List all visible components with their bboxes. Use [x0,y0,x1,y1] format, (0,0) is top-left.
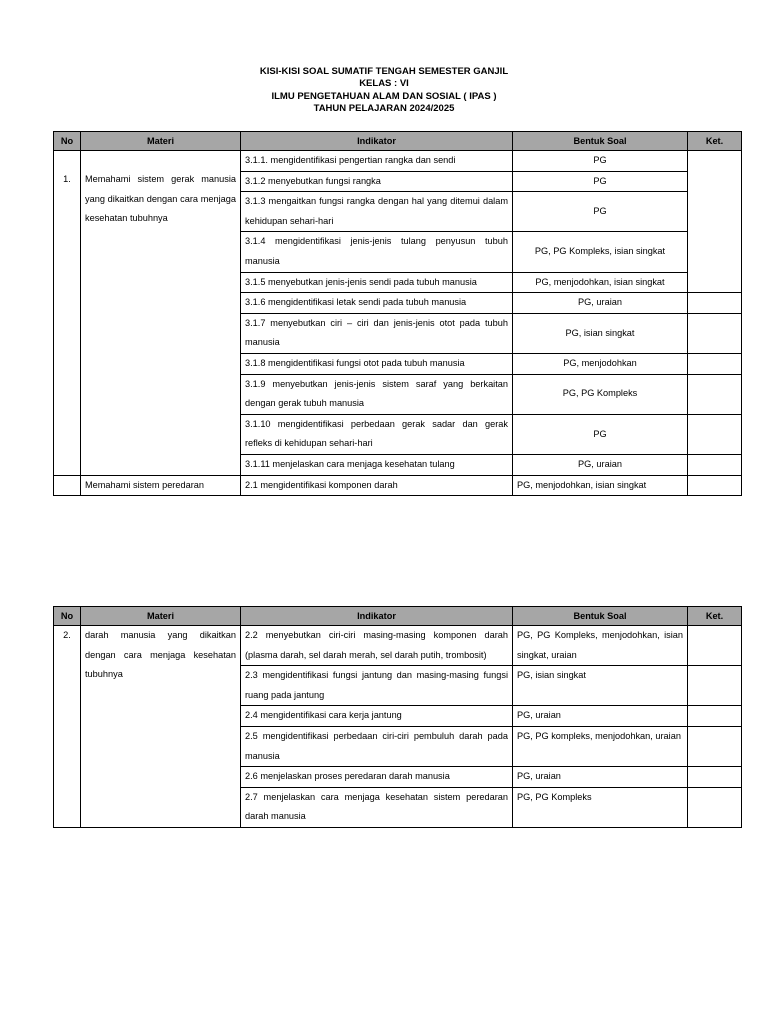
col-header-indikator: Indikator [241,132,513,151]
ket-cell [688,706,742,727]
indikator-cell: 3.1.9 menyebutkan jenis-jenis sistem saraf yang berkaitan dengan gerak tubuh manusia [241,374,513,414]
bentuk-soal-cell: PG, uraian [513,454,688,475]
ket-cell [688,626,742,666]
bentuk-soal-cell: PG, PG kompleks, menjodohkan, uraian [513,726,688,766]
bentuk-soal-cell: PG, isian singkat [513,666,688,706]
table-header-row [54,607,742,626]
col-header-bentuk-soal: Bentuk Soal [513,607,688,626]
col-header-bentuk-soal: Bentuk Soal [513,132,688,151]
bentuk-soal-cell: PG, menjodohkan [513,353,688,374]
bentuk-soal-cell: PG [513,414,688,454]
title-line-3: ILMU PENGETAHUAN ALAM DAN SOSIAL ( IPAS ) [271,90,497,102]
col-header-no: No [54,607,81,626]
ket-cell [688,767,742,788]
col-header-indikator: Indikator [241,607,513,626]
table-row [54,475,742,496]
indikator-cell: 3.1.6 mengidentifikasi letak sendi pada tubuh manusia [241,293,513,314]
bentuk-soal-cell: PG, uraian [513,293,688,314]
bentuk-soal-cell: PG [513,151,688,172]
indikator-cell: 2.7 menjelaskan cara menjaga kesehatan sistem peredaran darah manusia [241,787,513,827]
row-number: 2. [54,626,81,828]
bentuk-soal-cell: PG, menjodohkan, isian singkat [513,272,688,293]
bentuk-soal-cell: PG [513,192,688,232]
bentuk-soal-cell: PG, PG Kompleks, menjodohkan, isian singkat, uraian [513,626,688,666]
indikator-cell: 3.1.4 mengidentifikasi jenis-jenis tulang penyusun tubuh manusia [241,232,513,272]
indikator-cell: 3.1.2 menyebutkan fungsi rangka [241,171,513,192]
materi-cell: Memahami sistem peredaran [81,475,241,496]
ket-cell [688,293,742,314]
indikator-cell: 2.6 menjelaskan proses peredaran darah manusia [241,767,513,788]
indikator-cell: 2.2 menyebutkan ciri-ciri masing-masing komponen darah (plasma darah, sel darah merah, sel darah putih, trombosit) [241,626,513,666]
ket-cell [688,475,742,496]
ket-cell [688,374,742,414]
indikator-cell: 2.1 mengidentifikasi komponen darah [241,475,513,496]
col-header-no: No [54,132,81,151]
bentuk-soal-cell: PG, PG Kompleks, isian singkat [513,232,688,272]
col-header-materi: Materi [81,132,241,151]
title-line-4: TAHUN PELAJARAN 2024/2025 [313,103,455,115]
col-header-materi: Materi [81,607,241,626]
materi-cell: darah manusia yang dikaitkan dengan cara menjaga kesehatan tubuhnya [81,626,241,828]
title-line-2: KELAS : VI [359,78,409,90]
row-number [54,475,81,496]
table-row [54,151,742,172]
indikator-cell: 3.1.10 mengidentifikasi perbedaan gerak sadar dan gerak refleks di kehidupan sehari-hari [241,414,513,454]
indikator-cell: 3.1.3 mengaitkan fungsi rangka dengan hal yang ditemui dalam kehidupan sehari-hari [241,192,513,232]
kisi-kisi-table-2 [53,606,742,828]
table-row [54,626,742,666]
indikator-cell: 3.1.8 mengidentifikasi fungsi otot pada tubuh manusia [241,353,513,374]
document-title [0,66,768,116]
indikator-cell: 3.1.1. mengidentifikasi pengertian rangka dan sendi [241,151,513,172]
row-number: 1. [54,151,81,476]
ket-cell [688,787,742,827]
indikator-cell: 3.1.7 menyebutkan ciri – ciri dan jenis-jenis otot pada tubuh manusia [241,313,513,353]
bentuk-soal-cell: PG, PG Kompleks [513,787,688,827]
bentuk-soal-cell: PG, isian singkat [513,313,688,353]
kisi-kisi-table-1 [53,131,742,496]
bentuk-soal-cell: PG, uraian [513,767,688,788]
bentuk-soal-cell: PG, uraian [513,706,688,727]
ket-cell [688,454,742,475]
table-header-row [54,132,742,151]
bentuk-soal-cell: PG, menjodohkan, isian singkat [513,475,688,496]
ket-cell [688,726,742,766]
indikator-cell: 3.1.5 menyebutkan jenis-jenis sendi pada tubuh manusia [241,272,513,293]
ket-cell [688,353,742,374]
bentuk-soal-cell: PG, PG Kompleks [513,374,688,414]
ket-cell [688,414,742,454]
ket-cell [688,151,742,293]
bentuk-soal-cell: PG [513,171,688,192]
indikator-cell: 3.1.11 menjelaskan cara menjaga kesehatan tulang [241,454,513,475]
ket-cell [688,666,742,706]
indikator-cell: 2.4 mengidentifikasi cara kerja jantung [241,706,513,727]
col-header-ket: Ket. [688,132,742,151]
title-line-1: KISI-KISI SOAL SUMATIF TENGAH SEMESTER GANJIL [259,66,509,77]
col-header-ket: Ket. [688,607,742,626]
materi-cell: Memahami sistem gerak manusia yang dikaitkan dengan cara menjaga kesehatan tubuhnya [81,151,241,476]
ket-cell [688,313,742,353]
indikator-cell: 2.3 mengidentifikasi fungsi jantung dan masing-masing fungsi ruang pada jantung [241,666,513,706]
indikator-cell: 2.5 mengidentifikasi perbedaan ciri-ciri pembuluh darah pada manusia [241,726,513,766]
